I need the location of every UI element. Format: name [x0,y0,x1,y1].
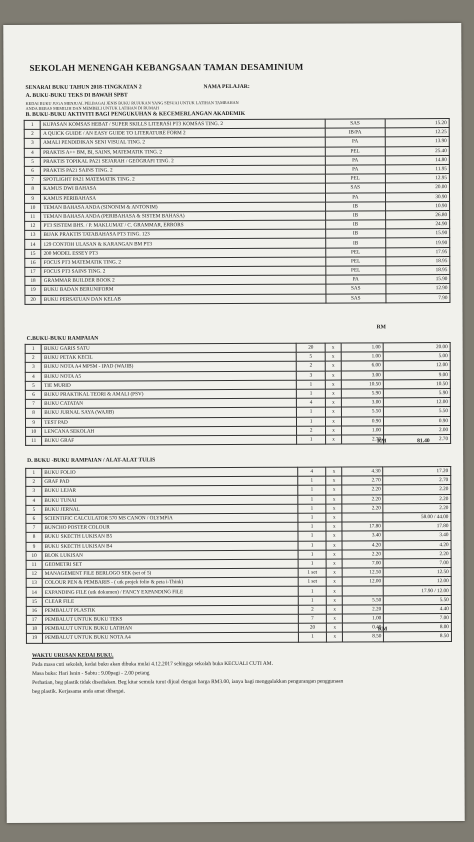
table-cell: 8 [24,185,40,194]
table-cell: 5 [25,381,41,390]
table-cell: 1 [298,504,327,513]
section-a-heading: A. BUKU-BUKU TEKS DI BAWAH SPBT [25,92,128,99]
table-cell: BUKU TUNAI [42,495,298,505]
table-cell: x [326,504,342,513]
section-c-total-value: 81.40 [417,438,430,445]
table-cell: 10 [26,551,42,560]
section-d-heading: D. BUKU -BUKU RAMPAIAN / ALAT-ALAT TULIS [27,457,156,464]
table-cell: PEL [325,266,385,275]
table-cell: PEL [325,174,385,183]
table-cell: 12.50 [342,568,383,577]
table-cell: 2.00 [383,425,450,434]
footer-line-3: Perhatian, beg plastik tidak disediakan. Beg kitar semula turut dijual dengan harga RM3.00, ianya bagi menggalakkan pengurangan penggunaan [32,678,344,686]
table-cell: x [326,531,342,540]
table-cell: SAS [326,284,386,293]
table-cell: PRAKTIS A++ BM, BI, SAINS, MATEMATIK TING. 2 [41,147,325,157]
table-cell: 20 [296,343,325,352]
table-cell: 3.40 [383,531,451,540]
table-cell: 4 [297,467,326,476]
table-cell: 1 set [298,577,327,586]
table-cell: 2.20 [342,504,383,513]
table-cell: 3 [24,139,40,148]
table-cell: 12 [25,221,41,230]
table-cell: 1 [298,522,327,531]
table-cell: x [326,426,342,435]
table-cell: 4 [26,496,42,505]
table-cell: SAS [325,183,385,192]
table-cell: x [327,550,343,559]
section-c-heading: C.BUKU-BUKU RAMPAIAN [26,335,99,342]
table-cell: 1 [26,468,42,477]
table-cell: 1.00 [342,426,384,435]
table-cell: PA [325,275,385,284]
table-cell: 17.95 [386,247,450,256]
table-cell: BUKU PETAK KECIL [41,352,296,362]
section-d-total-label: RM [377,626,388,633]
table-cell: 12.25 [385,128,449,137]
table-cell: 0.40 [343,623,384,632]
table-cell: 17 [26,615,42,624]
table-cell: 10 [26,427,42,436]
table-cell: 9.00 [383,370,450,379]
table-cell: 26.80 [386,210,450,219]
table-cell: 7 [26,523,42,532]
table-cell: 3.00 [341,398,383,407]
table-cell: 5.50 [341,407,383,416]
table-cell: 1 [298,531,327,540]
table-cell: 12.00 [383,361,450,370]
table-cell: 8.50 [343,632,384,641]
table-cell: BUKU SKECTH LUKISAN B5 [42,532,298,542]
table-cell: 11 [25,212,41,221]
document-page [3,23,464,823]
table-cell: 11 [26,436,42,445]
table-cell: 8.00 [384,623,452,632]
table-cell: 2.70 [383,476,451,485]
table-cell: 4.20 [383,540,451,549]
table-cell: 14 [25,240,41,249]
table-cell: IB [325,211,385,220]
table-cell: TEMAN BAHASA ANDA (SINONIM & ANTONIM) [41,202,325,212]
table-cell: CLEAR FILE [42,596,298,606]
table-cell: PEL [325,247,385,256]
table-cell: COLOUR PEN & PEMBARIS - ( utk projek folio & peta i-Think) [42,577,298,587]
table-cell: x [327,614,343,623]
table-cell: 6 [26,514,42,523]
table-cell: 17.80 [383,522,451,531]
table-cell: KUPASAN KOMSAS HEBAT / SUPER SKILLS LITERASI PT3 KOMSAS TING. 2 [41,119,325,129]
table-cell: 25.40 [385,146,449,155]
table-cell: 20.00 [383,343,450,352]
footer-heading: WAKTU URUSAN KEDAI BUKU. [32,652,114,659]
table-cell: 1 [298,587,327,596]
table-cell: BUKU BADAN BERUNIFORM [41,284,325,294]
table-cell: BUKU JURNAL SAYA (WAJIB) [42,408,297,418]
table-cell: AMALI PENDIDIKAN SENI VISUAL TING. 2 [41,137,325,147]
table-cell: 10.50 [383,379,450,388]
table-cell: 1 [297,476,326,485]
table-cell: BUKU LEJAR [42,486,298,496]
table-cell: 12.00 [383,398,450,407]
table-cell: x [327,577,343,586]
table-cell: 7.90 [386,293,450,302]
table-cell: 30.90 [386,192,450,201]
table-cell: IB [325,229,385,238]
table-cell: BUNCHO POSTER COLOUR [42,522,298,532]
table-cell: x [326,495,342,504]
table-cell: 12.95 [385,174,449,183]
table-cell: 1 [298,513,327,522]
table-cell: 18 [25,277,41,286]
table-cell: 2 [24,130,40,139]
table-cell: 9 [26,542,42,551]
table-cell: 3 [25,363,41,372]
table-cell: 19 [25,286,41,295]
table-cell: BUKU FOLIO [42,467,298,477]
table-cell: 2.20 [342,550,383,559]
table-cell: 3 [26,487,42,496]
footer-line-1: Pada masa cuti sekolah, kedai buku akan dibuka mulai 4.12.2017 sehingga sekolah buka KECUALI CUTI AM. [32,660,273,668]
table-cell: 18.95 [386,266,450,275]
table-cell: 1 [297,389,326,398]
table-cell: 8 [26,533,42,542]
table-cell: 12 [26,569,42,578]
table-cell: x [326,467,342,476]
table-cell: 13 [26,579,42,588]
table-cell: 1 [297,380,326,389]
table-cell: BUKU PRAKTIKAL TEORI & AMALI (PSV) [42,389,297,399]
table-cell: SAS [326,293,386,302]
table-cell: 8 [25,409,41,418]
table-cell: 18.95 [386,256,450,265]
table-cell: 8.50 [384,632,452,641]
school-title: SEKOLAH MENENGAH KEBANGSAAN TAMAN DESAMINIUM [29,61,304,73]
table-cell: 9 [25,418,41,427]
table-cell: BUKU NOTA A4 MPSM - IPAD (WAJIB) [42,362,297,372]
table-cell: IB [325,202,385,211]
table-cell: 13 [25,231,41,240]
table-cell: 14 [26,588,42,597]
table-cell: 2 [25,354,41,363]
table-cell: 18 [26,625,42,634]
table-cell: 7.00 [342,559,383,568]
table-cell: 5 [26,505,42,514]
table-cell: 1 [298,559,327,568]
table-cell: 5.50 [342,595,383,604]
table-cell: x [326,541,342,550]
table-cell: 1 [297,407,326,416]
table-cell: 7 [298,614,327,623]
table-cell: 16 [26,606,42,615]
table-cell: 1 [298,596,327,605]
table-cell: 2.20 [342,494,383,503]
table-cell: x [327,586,343,595]
section-c-total-label: RM [377,438,387,445]
table-cell: 10.90 [386,201,450,210]
table-cell: x [326,435,342,444]
section-a-note-1: KEDAI BUKU JUGA MENJUAL PELBAGAI JENIS BUKU RUJUKAN YANG SESUAI UNTUK LATIHAN TAMBAHAN [25,99,239,106]
table-cell: BUKU GARIS SATU [41,343,296,353]
table-cell: x [325,361,341,370]
table-cell: 4 [24,148,40,157]
table-cell: 3.40 [342,531,383,540]
table-cell: 6.00 [341,361,383,370]
table-cell: FOCUS PT3 MATEMATIK TING. 2 [41,257,325,267]
table-cell: 1 set [298,568,327,577]
table-cell: MANAGEMENT FILE BERLOGO SEK (set of 5) [42,568,298,578]
table-cell: TEST PAD [42,417,297,427]
table-cell: IB [325,220,385,229]
table-cell: 2.20 [383,494,451,503]
table-cell: 7.00 [384,614,452,623]
table-cell: BUKU PERSATUAN DAN KELAB [41,294,325,304]
table-cell: x [326,476,342,485]
table-cell: 1.00 [343,614,384,623]
table-cell: 1 [298,632,327,641]
table-cell: PRAKTIS PA21 SAINS TING. 2 [41,165,325,175]
table-activity-books [24,118,451,305]
table-cell: 5.00 [383,352,450,361]
table-cell: 20 [25,295,41,304]
table-row [25,293,450,304]
table-cell: 1 [25,344,41,353]
table-cell: 9 [24,194,40,203]
table-cell: PEMBALUT UNTUK BUKU NOTA A4 [42,633,298,643]
table-cell: 3.00 [341,370,383,379]
table-cell: IB/PA [325,128,385,137]
table-cell: x [327,559,343,568]
table-cell: 20 [298,623,327,632]
table-cell: 12.90 [386,284,450,293]
table-cell: 20.00 [386,183,450,192]
table-cell: 7 [25,399,41,408]
table-row [26,632,451,643]
table-cell: BUKU JERNAL [42,504,298,514]
table-cell: 4.20 [342,540,383,549]
table-cell: x [326,513,342,522]
table-cell: 13.90 [385,137,449,146]
table-cell: 11.95 [385,164,449,173]
table-cell: 6 [24,166,40,175]
table-cell: x [325,417,341,426]
table-cell: BIJAK PRAKTIS TATABAHASA PT3 TING. 123 [41,229,325,239]
table-cell: 5.50 [383,407,450,416]
table-cell: 11 [26,560,42,569]
table-cell: 1 [297,417,326,426]
list-title: SENARAI BUKU TAHUN 2018-TINGKATAN 2 [25,84,142,91]
table-cell: 10 [25,203,41,212]
table-cell: LENCANA SEKOLAH [42,426,297,436]
table-cell: 5.90 [383,388,450,397]
table-misc-books [25,342,451,446]
table-cell: SPOTLIGHT PA21 MATEMATIK TING. 2 [41,174,325,184]
table-cell: PA [325,165,385,174]
table-cell: 4.40 [384,604,452,613]
table-cell: 17.90 / 12.00 [384,586,452,595]
table-cell [342,586,383,595]
table-cell: 1 [298,541,327,550]
table-cell: x [325,343,341,352]
table-cell: 2 [297,426,326,435]
table-cell: 2.20 [343,605,384,614]
table-cell: x [327,632,343,641]
table-cell: 19.90 [386,238,450,247]
table-cell: 0.90 [341,416,383,425]
table-cell: KAMUS DWI BAHASA [41,183,325,193]
table-cell: 12.00 [384,577,452,586]
table-cell: 19 [26,634,42,643]
table-cell: x [326,522,342,531]
table-cell: x [326,485,342,494]
table-cell: 17.80 [342,522,383,531]
table-cell: x [325,389,341,398]
table-cell: x [325,380,341,389]
table-cell: 17.20 [383,467,451,476]
student-name-label: NAMA PELAJAR: [203,83,250,91]
table-cell: 2.70 [342,435,384,444]
table-cell: 1 [298,550,327,559]
table-cell: 5 [24,157,40,166]
table-cell: 200 MODEL ESSEY PT3 [41,248,325,258]
table-cell: 14.80 [385,155,449,164]
table-cell: PEL [325,146,385,155]
table-row [26,434,451,445]
table-cell: x [327,568,343,577]
table-cell: 7.00 [383,558,451,567]
table-cell: A QUICK GUIDE / AN EASY GUIDE TO LITERATURE FORM 2 [41,128,325,138]
table-cell: x [325,352,341,361]
table-cell: 15.90 [386,229,450,238]
table-cell: 1 [24,120,40,129]
table-cell: 5.90 [341,389,383,398]
table-cell: 17 [25,267,41,276]
table-cell: PEMBALUT UNTUK BUKU TEKS [42,614,298,624]
table-cell: GEOMETRI SET [42,559,298,569]
table-cell: 5 [296,352,325,361]
table-cell: 2 [296,361,325,370]
table-cell: 1 [297,435,326,444]
table-cell: 2.70 [384,434,451,443]
table-cell: PA [325,156,385,165]
footer-line-4: beg plastik. Kerjasama anda amat dihargai. [32,688,126,695]
table-cell: PEL [325,257,385,266]
table-cell: x [325,371,341,380]
table-cell: TIE MURID [42,380,297,390]
table-cell: x [327,596,343,605]
table-cell: 12.50 [384,568,452,577]
table-cell: 15 [26,597,42,606]
table-cell: IB [325,238,385,247]
table-cell: 2.20 [383,549,451,558]
table-cell: 0.90 [383,416,450,425]
section-a-note-2: ANDA BEBAS MEMILIH DAN MEMBELI UNTUK LATIHAN DI RUMAH [25,105,159,111]
table-cell: 2.20 [383,503,451,512]
table-cell: FOCUS PT3 SAINS TING. 2 [41,266,325,276]
table-cell: 16 [25,258,41,267]
table-cell: 2 [26,478,42,487]
table-cell [342,513,383,522]
table-cell: PEMBALUT UNTUK BUKU LATIHAN [42,623,298,633]
table-cell: GRAF PAD [42,476,298,486]
table-cell: PT3 SISTEM BHS. / P. MAKLUMAT / C. GRAMMAR, ERRORS [41,220,325,230]
table-cell: SCIENTIFIC CALCULATOR 570 MS CANON / OLYMPIA [42,513,298,523]
table-cell: x [327,605,343,614]
table-stationery [25,466,452,643]
table-cell: BLOK LUKISAN [42,550,298,560]
section-b-heading: B. BUKU-BUKU AKTIVITI BAGI PENGUKUHAN & KECEMERLANGAN AKADEMIK [25,110,246,118]
table-cell: BUKU NOTA A5 [42,371,297,381]
table-cell: PA [325,192,385,201]
table-cell: 15.20 [385,119,449,128]
table-cell: 15.90 [386,275,450,284]
table-cell: 1 [297,485,326,494]
table-cell: x [325,407,341,416]
table-cell: PA [325,137,385,146]
table-cell: 4 [297,398,326,407]
table-cell: 2 [298,605,327,614]
footer-line-2: Masa buka: Hari Isnin - Sabtu : 9.00pagi - 2.00 petang [32,670,150,677]
table-cell: 12.00 [342,577,383,586]
table-cell: 7 [24,175,40,184]
table-cell: SAS [325,119,385,128]
table-cell: PRAKTIS TOPIKAL PA21 SEJARAH / GEOGRAFI TING. 2 [41,156,325,166]
table-cell: 1 [298,495,327,504]
table-cell: GRAMMAR BUILDER BOOK 2 [41,275,325,285]
table-cell: BUKU GRAF [42,435,297,445]
table-cell: 2.20 [342,485,383,494]
table-cell: BUKU SKECTH LUKISAN B4 [42,541,298,551]
table-cell: BUKU CATATAN [42,398,297,408]
table-cell: 58.00 / 44.00 [383,512,451,521]
table-cell: 3 [297,371,326,380]
table-cell: 4.30 [342,467,383,476]
table-cell: 129 CONTOH ULASAN & KARANGAN BM PT3 [41,239,325,249]
table-cell: 5.50 [384,595,452,604]
table-cell: x [327,623,343,632]
table-cell: 4 [25,372,41,381]
table-cell: EXPANDING FILE (utk dokumen) / FANCY EXPANDING FILE [42,587,298,597]
table-cell: 10.50 [341,380,383,389]
table-cell: TEMAN BAHASA ANDA (PERIBAHASA & SISTEM BAHASA) [41,211,325,221]
table-cell: 2.20 [383,485,451,494]
table-cell: KAMUS PERIBAHASA [41,193,325,203]
section-b-total-label: RM [376,324,386,331]
table-cell: 24.90 [386,220,450,229]
table-cell: PEMBALUT PLASTIK [42,605,298,615]
table-cell: 1.00 [341,352,383,361]
table-cell: 15 [25,249,41,258]
table-cell: 6 [25,390,41,399]
table-cell: 2.70 [342,476,383,485]
table-cell: 1.00 [341,343,383,352]
table-cell: x [325,398,341,407]
